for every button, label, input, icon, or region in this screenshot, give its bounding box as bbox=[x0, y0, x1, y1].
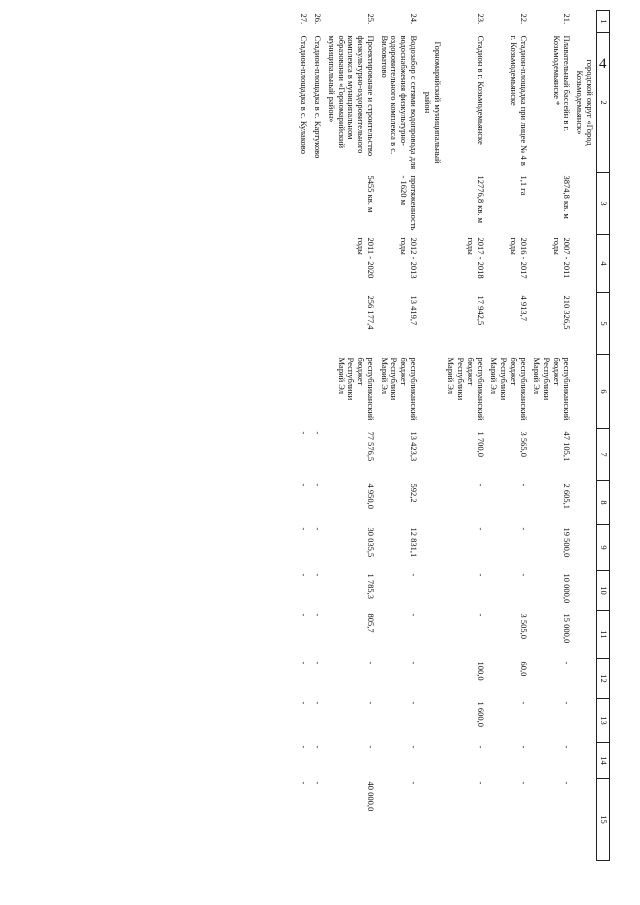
column-header-6: 6 bbox=[597, 355, 610, 429]
cell-col-6: республиканский бюджет Республики Марий Эл bbox=[336, 357, 376, 421]
cell-col-11: 3 505,0 bbox=[518, 613, 529, 639]
cell-col-3: 1,1 га bbox=[518, 175, 529, 196]
cell-col-9: 19 500,0 bbox=[561, 527, 572, 558]
cell-col-1: 26. bbox=[313, 13, 324, 25]
cell-col-10: 10 000,0 bbox=[561, 573, 572, 604]
cell-col-4: 2016 - 2017 годы bbox=[508, 237, 529, 279]
column-header-15: 15 bbox=[597, 779, 610, 861]
cell-col-5: 256 177,4 bbox=[365, 295, 376, 330]
column-header-1: 1 bbox=[597, 11, 610, 33]
cell-col-6: республиканский бюджет Республики Марий Эл bbox=[532, 357, 572, 421]
cell-col-15: - bbox=[518, 781, 529, 785]
cell-col-7: 47 105,1 bbox=[561, 431, 572, 462]
cell-col-5: 210 326,5 bbox=[561, 295, 572, 330]
cell-col-15: - bbox=[408, 781, 419, 785]
cell-col-5 bbox=[297, 293, 311, 355]
cell-col-3 bbox=[297, 173, 311, 235]
cell-col-2: Стадион-площадка при лицее № 4 в г. Козьмодемьянске bbox=[508, 35, 529, 166]
cell-col-7: - bbox=[313, 431, 324, 435]
data-table bbox=[297, 10, 610, 861]
header-row bbox=[597, 11, 610, 861]
cell-col-13: - bbox=[313, 701, 324, 705]
cell-col-12: 100,0 bbox=[475, 661, 486, 681]
cell-col-10: 1 785,3 bbox=[365, 573, 376, 599]
column-header-3: 3 bbox=[597, 173, 610, 235]
cell-col-13: - bbox=[299, 701, 310, 705]
cell-col-15: - bbox=[561, 781, 572, 785]
cell-col-3: протяженность - 1620 м bbox=[399, 175, 419, 231]
cell-col-11: - bbox=[313, 613, 324, 617]
cell-col-10: - bbox=[313, 573, 324, 577]
cell-col-2: Проектирование и строительство физкультурно-оздоровительного комплекса в муниципальном образовании «Горномарийский муниципальный район» bbox=[326, 35, 376, 157]
cell-col-15: - bbox=[299, 781, 310, 785]
cell-col-10: - bbox=[475, 573, 486, 577]
cell-col-8: 592,2 bbox=[408, 483, 419, 503]
cell-col-14: - bbox=[561, 745, 572, 749]
cell-col-6 bbox=[297, 355, 311, 429]
table-row bbox=[310, 11, 324, 861]
cell-col-9: 12 831,1 bbox=[408, 527, 419, 558]
cell-col-15: 40 000,0 bbox=[365, 781, 376, 812]
cell-col-14: - bbox=[313, 745, 324, 749]
cell-col-9: - bbox=[475, 527, 486, 531]
cell-col-14: - bbox=[408, 745, 419, 749]
cell-col-3: 12776,8 кв. м bbox=[475, 175, 486, 224]
cell-col-1: 27. bbox=[299, 13, 310, 25]
column-header-2: 2 bbox=[597, 33, 610, 173]
cell-col-1: 22. bbox=[518, 13, 529, 25]
cell-col-2: Стадион-площадка в с. Кулаково bbox=[299, 35, 310, 154]
cell-col-1: 21. bbox=[561, 13, 572, 25]
column-header-7: 7 bbox=[597, 429, 610, 481]
cell-col-1: 23. bbox=[475, 13, 486, 25]
cell-col-13: - bbox=[365, 701, 376, 705]
cell-col-11: 15 000,0 bbox=[561, 613, 572, 644]
section-row bbox=[420, 11, 444, 861]
cell-col-13: - bbox=[408, 701, 419, 705]
section-title: городской округ «Город Козьмодемьянск» bbox=[575, 59, 596, 146]
cell-col-12: - bbox=[561, 661, 572, 665]
table-row bbox=[324, 11, 377, 861]
table-row bbox=[444, 11, 487, 861]
column-header-12: 12 bbox=[597, 659, 610, 699]
cell-col-11: - bbox=[475, 613, 486, 617]
page-number: 4 bbox=[599, 56, 607, 72]
cell-col-9: - bbox=[518, 527, 529, 531]
cell-col-6 bbox=[310, 355, 324, 429]
cell-col-12: - bbox=[408, 661, 419, 665]
cell-col-13: 1 600,0 bbox=[475, 701, 486, 727]
cell-col-6: республиканский бюджет Республики Марий Эл bbox=[489, 357, 529, 421]
column-header-5: 5 bbox=[597, 293, 610, 355]
cell-col-15: - bbox=[313, 781, 324, 785]
cell-col-10: - bbox=[408, 573, 419, 577]
empty-cell bbox=[420, 11, 444, 33]
cell-col-8: - bbox=[299, 483, 310, 487]
table-row bbox=[487, 11, 530, 861]
cell-col-1: 24. bbox=[408, 13, 419, 25]
empty-cell bbox=[420, 173, 444, 861]
column-header-11: 11 bbox=[597, 611, 610, 659]
cell-col-6: республиканский бюджет Республики Марий Эл bbox=[446, 357, 486, 421]
cell-col-2: Стадион-площадка в с. Картуково bbox=[313, 35, 324, 159]
cell-col-3: 3874,8 кв. м bbox=[561, 175, 572, 219]
cell-col-14: - bbox=[365, 745, 376, 749]
cell-col-2: Плавательный бассейн в г. Козьмодемьянске * bbox=[551, 35, 572, 132]
section-title: Горномарийский муниципальный район bbox=[422, 41, 443, 164]
cell-col-5: 13 419,7 bbox=[408, 295, 419, 326]
cell-col-13: - bbox=[518, 701, 529, 705]
cell-col-9: - bbox=[313, 527, 324, 531]
column-header-8: 8 bbox=[597, 481, 610, 525]
table-row bbox=[297, 11, 311, 861]
table-row bbox=[377, 11, 420, 861]
cell-col-5: 4 913,7 bbox=[518, 295, 529, 321]
cell-col-8: 2 605,1 bbox=[561, 483, 572, 509]
cell-col-4: 2011 - 2020 годы bbox=[356, 237, 376, 279]
cell-col-7: - bbox=[299, 431, 310, 435]
cell-col-15: - bbox=[475, 781, 486, 785]
section-row bbox=[573, 11, 597, 861]
cell-col-2: Водозабор с сетями водопровода для водоснабжения физкультурно-оздоровительного комплекса в с. Виловатово bbox=[379, 35, 419, 170]
cell-col-13: - bbox=[561, 701, 572, 705]
cell-col-4: 2017 - 2018 годы bbox=[465, 237, 486, 279]
cell-col-12: - bbox=[299, 661, 310, 665]
cell-col-7: 1 700,0 bbox=[475, 431, 486, 457]
cell-col-7: 77 576,5 bbox=[365, 431, 376, 462]
empty-cell bbox=[573, 173, 597, 861]
cell-col-8: 4 950,0 bbox=[365, 483, 376, 509]
cell-col-9: 30 035,5 bbox=[365, 527, 376, 558]
cell-col-2: Стадион в г. Козьмодемьянске bbox=[475, 35, 486, 145]
cell-col-7: 3 565,0 bbox=[518, 431, 529, 457]
rotated-table-container bbox=[110, 10, 610, 860]
cell-col-4: 2007 - 2011 годы bbox=[551, 237, 572, 279]
column-header-4: 4 bbox=[597, 235, 610, 293]
cell-col-12: - bbox=[313, 661, 324, 665]
cell-col-11: - bbox=[299, 613, 310, 617]
cell-col-11: 805,7 bbox=[365, 613, 376, 633]
cell-col-4: 2012 - 2013 годы bbox=[399, 237, 419, 279]
cell-col-3 bbox=[310, 173, 324, 235]
column-header-9: 9 bbox=[597, 525, 610, 571]
column-header-13: 13 bbox=[597, 699, 610, 743]
table-row bbox=[530, 11, 573, 861]
cell-col-9: - bbox=[299, 527, 310, 531]
cell-col-10: - bbox=[299, 573, 310, 577]
cell-col-14: - bbox=[518, 745, 529, 749]
cell-col-5 bbox=[310, 293, 324, 355]
cell-col-14: - bbox=[475, 745, 486, 749]
cell-col-4 bbox=[297, 235, 311, 293]
cell-col-7: 13 423,3 bbox=[408, 431, 419, 462]
cell-col-8: - bbox=[518, 483, 529, 487]
cell-col-12: - bbox=[365, 661, 376, 665]
column-header-10: 10 bbox=[597, 571, 610, 611]
cell-col-8: - bbox=[475, 483, 486, 487]
cell-col-4 bbox=[310, 235, 324, 293]
cell-col-12: 60,0 bbox=[518, 661, 529, 677]
column-header-14: 14 bbox=[597, 743, 610, 779]
cell-col-5: 17 942,5 bbox=[475, 295, 486, 326]
cell-col-14: - bbox=[299, 745, 310, 749]
cell-col-3: 5455 кв. м bbox=[365, 175, 376, 213]
cell-col-10: - bbox=[518, 573, 529, 577]
cell-col-8: - bbox=[313, 483, 324, 487]
empty-cell bbox=[573, 11, 597, 33]
cell-col-6: республиканский бюджет Республики Марий Эл bbox=[379, 357, 419, 421]
cell-col-1: 25. bbox=[365, 13, 376, 25]
cell-col-11: - bbox=[408, 613, 419, 617]
